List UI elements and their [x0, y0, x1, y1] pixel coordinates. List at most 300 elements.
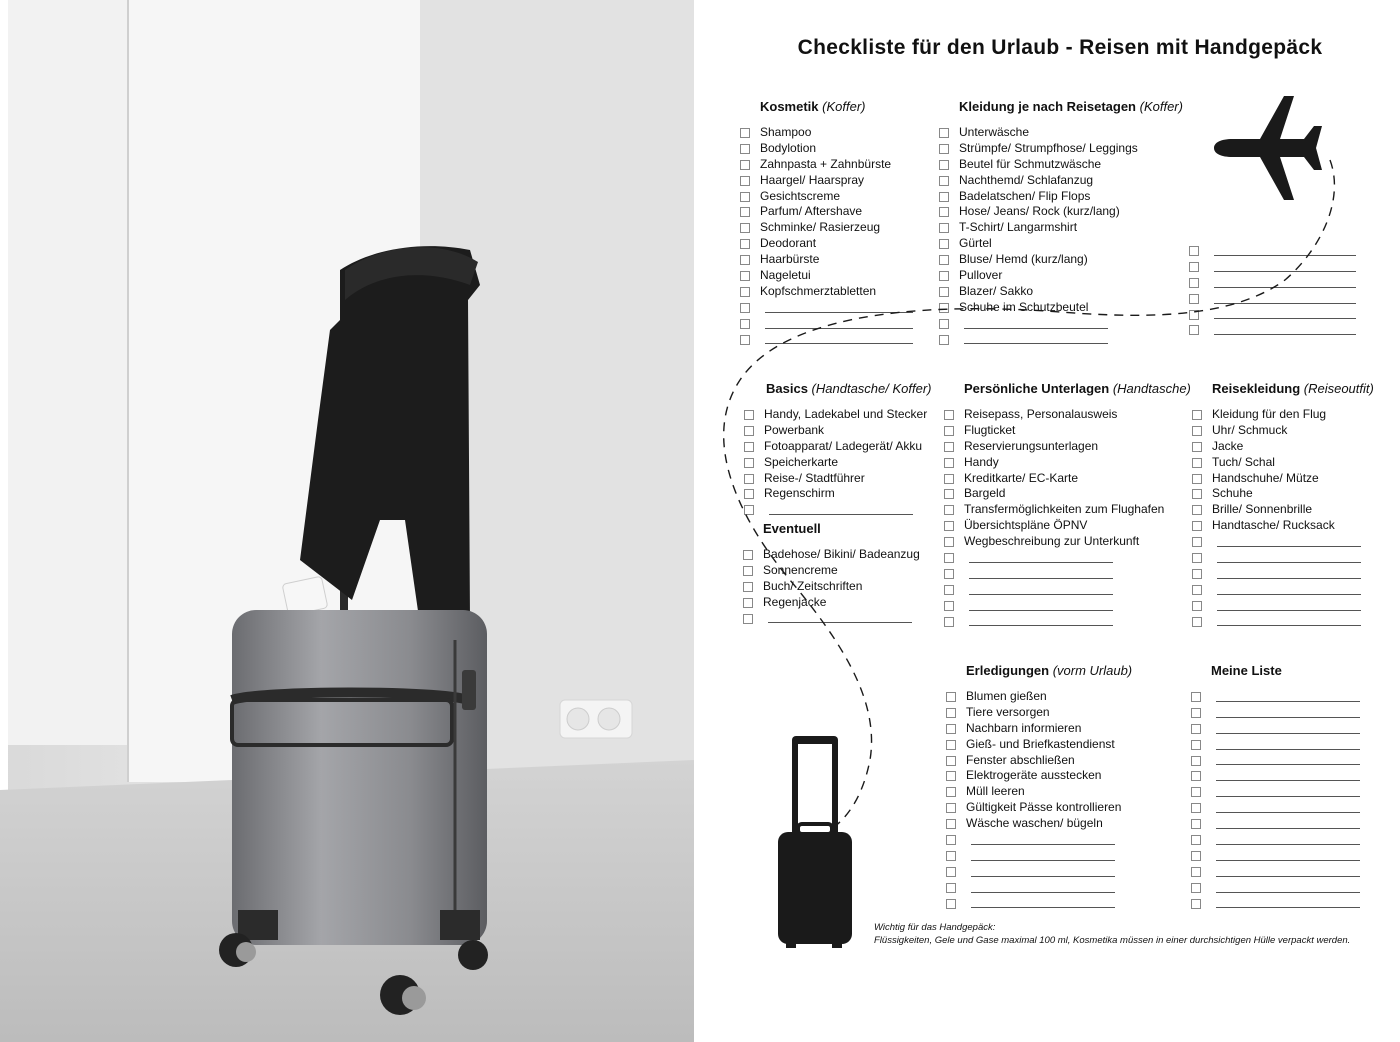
checklist-item[interactable]	[739, 141, 929, 157]
checkbox[interactable]	[944, 426, 954, 436]
blank-item[interactable]	[739, 316, 929, 332]
checkbox[interactable]	[743, 550, 753, 560]
checkbox[interactable]	[944, 617, 954, 627]
checkbox[interactable]	[740, 144, 750, 154]
write-in-line[interactable]	[765, 312, 913, 313]
write-in-line[interactable]	[1216, 812, 1360, 813]
checkbox[interactable]	[1191, 867, 1201, 877]
checkbox[interactable]	[744, 426, 754, 436]
section-heading: Erledigungen	[966, 663, 1050, 678]
checklist-item[interactable]	[938, 141, 1188, 157]
blank-item[interactable]	[1188, 259, 1368, 275]
section-unterlagen	[943, 381, 1191, 629]
checklist-item[interactable]	[1191, 455, 1391, 471]
blank-item[interactable]	[1188, 275, 1368, 291]
checkbox[interactable]	[1192, 601, 1202, 611]
blank-item[interactable]	[1190, 816, 1390, 832]
checklist-item-label: Nachbarn informieren	[966, 720, 1082, 735]
checkbox[interactable]	[939, 287, 949, 297]
checkbox[interactable]	[744, 442, 754, 452]
checkbox[interactable]	[1189, 294, 1199, 304]
checkbox[interactable]	[944, 601, 954, 611]
write-in-line[interactable]	[765, 343, 913, 344]
write-in-line[interactable]	[1217, 610, 1361, 611]
checklist-item[interactable]	[739, 189, 929, 205]
checkbox[interactable]	[1191, 708, 1201, 718]
checkbox[interactable]	[740, 192, 750, 202]
checklist-item[interactable]	[743, 407, 943, 423]
checklist-item[interactable]	[938, 189, 1188, 205]
blank-item[interactable]	[1190, 832, 1390, 848]
checklist-item[interactable]	[945, 705, 1165, 721]
blank-item[interactable]	[1188, 291, 1368, 307]
write-in-line[interactable]	[971, 860, 1115, 861]
checklist-item-label: Haargel/ Haarspray	[760, 172, 865, 187]
checklist-item-label: Brille/ Sonnenbrille	[1212, 502, 1313, 517]
checklist-item[interactable]	[938, 125, 1188, 141]
checkbox[interactable]	[946, 803, 956, 813]
section-heading-note: (Koffer)	[1139, 99, 1183, 114]
checklist-item[interactable]	[938, 157, 1188, 173]
write-in-line[interactable]	[971, 876, 1115, 877]
checkbox[interactable]	[1191, 787, 1201, 797]
checklist-item-label: Gesichtscreme	[760, 188, 841, 203]
blank-item[interactable]	[1190, 689, 1390, 705]
checklist-item[interactable]	[742, 595, 942, 611]
checklist-item[interactable]	[739, 220, 929, 236]
checkbox[interactable]	[1189, 310, 1199, 320]
checklist-item-label: Uhr/ Schmuck	[1212, 422, 1288, 437]
blank-item[interactable]	[1190, 784, 1390, 800]
blank-item[interactable]	[945, 864, 1165, 880]
checkbox[interactable]	[944, 553, 954, 563]
blank-item[interactable]	[1188, 307, 1368, 323]
checklist-item[interactable]	[742, 547, 942, 563]
write-in-line[interactable]	[969, 625, 1113, 626]
blank-item[interactable]	[739, 300, 929, 316]
blank-item[interactable]	[938, 316, 1188, 332]
blank-item[interactable]	[945, 832, 1165, 848]
checkbox[interactable]	[1192, 505, 1202, 515]
checkbox[interactable]	[740, 287, 750, 297]
checklist-item[interactable]	[945, 737, 1165, 753]
checkbox[interactable]	[939, 223, 949, 233]
blank-item[interactable]	[945, 848, 1165, 864]
checklist-item[interactable]	[739, 204, 929, 220]
checklist-item-label: Gürtel	[959, 236, 992, 251]
section-eventuell	[742, 521, 942, 626]
checkbox[interactable]	[740, 223, 750, 233]
write-in-line[interactable]	[1216, 780, 1360, 781]
blank-item[interactable]	[1190, 753, 1390, 769]
checkbox[interactable]	[944, 569, 954, 579]
checkbox[interactable]	[740, 303, 750, 313]
checklist-item[interactable]	[1191, 471, 1391, 487]
checklist-item-label: Unterwäsche	[959, 125, 1030, 139]
checkbox[interactable]	[1191, 756, 1201, 766]
checklist-item-label: Gieß- und Briefkastendienst	[966, 736, 1115, 751]
write-in-line[interactable]	[969, 562, 1113, 563]
checkbox[interactable]	[1189, 278, 1199, 288]
checklist-item[interactable]	[938, 173, 1188, 189]
write-in-line[interactable]	[1214, 255, 1356, 256]
section-heading: Kosmetik	[760, 99, 819, 114]
blank-item[interactable]	[1190, 848, 1390, 864]
blank-item[interactable]	[1191, 566, 1391, 582]
checkbox[interactable]	[1189, 246, 1199, 256]
checkbox[interactable]	[1192, 553, 1202, 563]
checkbox[interactable]	[1192, 474, 1202, 484]
blank-item[interactable]	[1188, 322, 1368, 338]
checklist-item-label: Reservierungsunterlagen	[964, 438, 1099, 453]
checklist-item[interactable]	[938, 252, 1188, 268]
checklist-item[interactable]	[739, 125, 929, 141]
write-in-line[interactable]	[1216, 860, 1360, 861]
checklist-item[interactable]	[943, 486, 1183, 502]
checkbox[interactable]	[939, 255, 949, 265]
blank-item[interactable]	[1190, 880, 1390, 896]
checklist-item[interactable]	[943, 423, 1183, 439]
checklist-item[interactable]	[943, 439, 1183, 455]
section-heading: Persönliche Unterlagen	[964, 381, 1110, 396]
checkbox[interactable]	[744, 458, 754, 468]
checkbox[interactable]	[946, 771, 956, 781]
checklist-item[interactable]	[938, 236, 1188, 252]
blank-item[interactable]	[1190, 768, 1390, 784]
checklist-item-label: Sonnencreme	[763, 562, 838, 577]
checkbox[interactable]	[1191, 835, 1201, 845]
checklist-item-label: Blumen gießen	[966, 689, 1047, 703]
write-in-line[interactable]	[1214, 334, 1356, 335]
checklist-item[interactable]	[743, 486, 943, 502]
checklist-item-label: Parfum/ Aftershave	[760, 204, 863, 219]
section-basics	[743, 381, 943, 518]
write-in-line[interactable]	[1216, 764, 1360, 765]
checkbox[interactable]	[944, 458, 954, 468]
write-in-line[interactable]	[971, 844, 1115, 845]
checklist-item[interactable]	[938, 268, 1188, 284]
checkbox[interactable]	[740, 176, 750, 186]
blank-item[interactable]	[943, 598, 1183, 614]
checklist-item[interactable]	[943, 407, 1183, 423]
checkbox[interactable]	[1192, 489, 1202, 499]
checklist-item[interactable]	[943, 502, 1183, 518]
write-in-line[interactable]	[1216, 907, 1360, 908]
checkbox[interactable]	[1191, 899, 1201, 909]
checkbox[interactable]	[946, 724, 956, 734]
section-heading-note: (Reiseoutfit)	[1303, 381, 1374, 396]
checkbox[interactable]	[740, 271, 750, 281]
checklist-item[interactable]	[1191, 407, 1391, 423]
checklist-item[interactable]	[743, 439, 943, 455]
section-reisekleidung	[1191, 381, 1391, 629]
checkbox[interactable]	[944, 410, 954, 420]
checkbox[interactable]	[946, 740, 956, 750]
checklist-item-label: Blazer/ Sakko	[959, 283, 1034, 298]
checkbox[interactable]	[1192, 617, 1202, 627]
checkbox[interactable]	[1192, 410, 1202, 420]
write-in-line[interactable]	[1216, 749, 1360, 750]
checkbox[interactable]	[1191, 740, 1201, 750]
checklist-item[interactable]	[1191, 518, 1391, 534]
checklist-item[interactable]	[943, 455, 1183, 471]
checkbox[interactable]	[1191, 851, 1201, 861]
checkbox[interactable]	[939, 160, 949, 170]
checkbox[interactable]	[740, 335, 750, 345]
checkbox[interactable]	[946, 899, 956, 909]
write-in-line[interactable]	[1216, 892, 1360, 893]
write-in-line[interactable]	[1214, 271, 1356, 272]
checklist-item-label: T-Schirt/ Langarmshirt	[959, 220, 1078, 235]
checkbox[interactable]	[1192, 521, 1202, 531]
checkbox[interactable]	[944, 537, 954, 547]
checkbox[interactable]	[744, 505, 754, 515]
checklist-item[interactable]	[739, 268, 929, 284]
write-in-line[interactable]	[1214, 287, 1356, 288]
checklist-item[interactable]	[739, 252, 929, 268]
blank-item[interactable]	[1190, 737, 1390, 753]
checklist-item-label: Nageletui	[760, 268, 811, 283]
checkbox[interactable]	[740, 207, 750, 217]
write-in-line[interactable]	[1216, 828, 1360, 829]
checkbox[interactable]	[939, 335, 949, 345]
checkbox[interactable]	[1191, 883, 1201, 893]
checklist-item-label: Zahnpasta + Zahnbürste	[760, 156, 892, 171]
checkbox[interactable]	[939, 144, 949, 154]
checklist-item-label: Fotoapparat/ Ladegerät/ Akku	[764, 438, 923, 453]
checkbox[interactable]	[744, 410, 754, 420]
checkbox[interactable]	[740, 128, 750, 138]
checklist-item-label: Wäsche waschen/ bügeln	[966, 816, 1103, 831]
checkbox[interactable]	[1191, 803, 1201, 813]
checklist-item-label: Regenjacke	[763, 594, 827, 609]
write-in-line[interactable]	[971, 892, 1115, 893]
checklist-item[interactable]	[945, 816, 1165, 832]
checklist-item[interactable]	[945, 800, 1165, 816]
checklist-item[interactable]	[1191, 486, 1391, 502]
checklist-item[interactable]	[945, 721, 1165, 737]
checklist-item-label: Badehose/ Bikini/ Badeanzug	[763, 547, 920, 561]
checklist-item-label: Flugticket	[964, 422, 1016, 437]
checkbox[interactable]	[1192, 569, 1202, 579]
write-in-line[interactable]	[1217, 546, 1361, 547]
checklist-item[interactable]	[743, 455, 943, 471]
checkbox[interactable]	[744, 489, 754, 499]
blank-item[interactable]	[1191, 598, 1391, 614]
write-in-line[interactable]	[969, 610, 1113, 611]
blank-item[interactable]	[943, 614, 1183, 630]
write-in-line[interactable]	[1217, 594, 1361, 595]
checkbox[interactable]	[1192, 585, 1202, 595]
blank-item[interactable]	[1188, 243, 1368, 259]
checklist-item[interactable]	[938, 220, 1188, 236]
checklist-item[interactable]	[743, 471, 943, 487]
write-in-line[interactable]	[1216, 796, 1360, 797]
write-in-line[interactable]	[969, 594, 1113, 595]
note-text: Flüssigkeiten, Gele und Gase maximal 100 ml, Kosmetika müssen in einer durchsichtigen Hülle verpackt werden.	[874, 935, 1351, 946]
blank-item[interactable]	[743, 502, 943, 518]
section-heading: Eventuell	[763, 521, 821, 536]
checklist-item-label: Gültigkeit Pässe kontrollieren	[966, 800, 1122, 815]
write-in-line[interactable]	[964, 343, 1108, 344]
write-in-line[interactable]	[969, 578, 1113, 579]
section-extra-blanks	[1188, 243, 1368, 338]
checkbox[interactable]	[939, 303, 949, 313]
write-in-line[interactable]	[1216, 701, 1360, 702]
checkbox[interactable]	[946, 708, 956, 718]
write-in-line[interactable]	[1216, 717, 1360, 718]
checkbox[interactable]	[1189, 325, 1199, 335]
checkbox[interactable]	[939, 128, 949, 138]
checklist-item-label: Müll leeren	[966, 784, 1025, 799]
checkbox[interactable]	[939, 192, 949, 202]
blank-item[interactable]	[1191, 550, 1391, 566]
blank-item[interactable]	[943, 550, 1183, 566]
write-in-line[interactable]	[971, 907, 1115, 908]
write-in-line[interactable]	[769, 514, 913, 515]
checklist-item-label: Beutel für Schmutzwäsche	[959, 156, 1102, 171]
blank-item[interactable]	[742, 611, 942, 627]
section-heading: Basics	[766, 381, 808, 396]
checklist-item-label: Übersichtspläne ÖPNV	[964, 518, 1088, 533]
checklist-item-label: Kopfschmerztabletten	[760, 283, 877, 298]
hand-luggage-note	[874, 921, 1350, 947]
checklist-item[interactable]	[945, 768, 1165, 784]
blank-item[interactable]	[1190, 800, 1390, 816]
checkbox[interactable]	[740, 239, 750, 249]
checkbox[interactable]	[946, 835, 956, 845]
checkbox[interactable]	[939, 207, 949, 217]
blank-item[interactable]	[1190, 721, 1390, 737]
checklist-item[interactable]	[739, 284, 929, 300]
checklist-item[interactable]	[943, 534, 1183, 550]
checklist-item[interactable]	[1191, 423, 1391, 439]
blank-item[interactable]	[1191, 582, 1391, 598]
checkbox[interactable]	[740, 319, 750, 329]
checklist-item-label: Badelatschen/ Flip Flops	[959, 188, 1091, 203]
checkbox[interactable]	[944, 474, 954, 484]
checkbox[interactable]	[740, 160, 750, 170]
write-in-line[interactable]	[1217, 625, 1361, 626]
checklist-item-label: Tiere versorgen	[966, 704, 1050, 719]
checklist-item-label: Tuch/ Schal	[1212, 454, 1275, 469]
checkbox[interactable]	[1192, 537, 1202, 547]
checklist-item[interactable]	[938, 300, 1188, 316]
checklist-item-label: Schuhe im Schutzbeutel	[959, 299, 1089, 314]
blank-item[interactable]	[943, 582, 1183, 598]
blank-item[interactable]	[1191, 614, 1391, 630]
blank-item[interactable]	[945, 880, 1165, 896]
checkbox[interactable]	[944, 521, 954, 531]
blank-item[interactable]	[1191, 534, 1391, 550]
checkbox[interactable]	[1191, 724, 1201, 734]
checkbox[interactable]	[743, 566, 753, 576]
checklist-item[interactable]	[739, 157, 929, 173]
checklist-item[interactable]	[943, 471, 1183, 487]
checkbox[interactable]	[1192, 426, 1202, 436]
checklist-item-label: Handtasche/ Rucksack	[1212, 518, 1335, 533]
checkbox[interactable]	[939, 176, 949, 186]
checkbox[interactable]	[1192, 442, 1202, 452]
section-kleidung	[938, 99, 1188, 347]
checklist-item-label: Strümpfe/ Strumpfhose/ Leggings	[959, 140, 1138, 155]
checkbox[interactable]	[944, 585, 954, 595]
section-kosmetik	[739, 99, 929, 347]
blank-item[interactable]	[1190, 864, 1390, 880]
write-in-line[interactable]	[1214, 303, 1356, 304]
checkbox[interactable]	[1191, 819, 1201, 829]
write-in-line[interactable]	[1214, 318, 1356, 319]
checklist-item[interactable]	[943, 518, 1183, 534]
checklist-item[interactable]	[945, 784, 1165, 800]
checkbox[interactable]	[944, 442, 954, 452]
write-in-line[interactable]	[765, 328, 913, 329]
write-in-line[interactable]	[1217, 562, 1361, 563]
checkbox[interactable]	[946, 851, 956, 861]
checklist-item[interactable]	[739, 236, 929, 252]
write-in-line[interactable]	[964, 328, 1108, 329]
checkbox[interactable]	[944, 505, 954, 515]
write-in-line[interactable]	[1216, 876, 1360, 877]
blank-item[interactable]	[943, 566, 1183, 582]
checkbox[interactable]	[939, 319, 949, 329]
blank-item[interactable]	[1190, 896, 1390, 912]
checklist-item[interactable]	[945, 753, 1165, 769]
blank-item[interactable]	[938, 332, 1188, 348]
section-meine-liste	[1190, 663, 1390, 911]
checkbox[interactable]	[744, 474, 754, 484]
blank-item[interactable]	[945, 896, 1165, 912]
suitcase-photo	[0, 0, 694, 1042]
checkbox[interactable]	[1192, 458, 1202, 468]
checklist-item[interactable]	[1191, 502, 1391, 518]
section-erledigungen	[945, 663, 1165, 911]
checklist-item[interactable]	[742, 579, 942, 595]
checklist-item[interactable]	[1191, 439, 1391, 455]
checklist-item[interactable]	[742, 563, 942, 579]
blank-item[interactable]	[1190, 705, 1390, 721]
checkbox[interactable]	[1191, 771, 1201, 781]
checkbox[interactable]	[740, 255, 750, 265]
checklist-item[interactable]	[739, 173, 929, 189]
checkbox[interactable]	[743, 598, 753, 608]
checkbox[interactable]	[1191, 692, 1201, 702]
write-in-line[interactable]	[1216, 844, 1360, 845]
checkbox[interactable]	[946, 883, 956, 893]
checkbox[interactable]	[944, 489, 954, 499]
checkbox[interactable]	[946, 787, 956, 797]
checkbox[interactable]	[1189, 262, 1199, 272]
checkbox[interactable]	[743, 614, 753, 624]
write-in-line[interactable]	[768, 622, 912, 623]
write-in-line[interactable]	[1216, 733, 1360, 734]
checkbox[interactable]	[946, 756, 956, 766]
checklist-item[interactable]	[945, 689, 1165, 705]
checkbox[interactable]	[939, 239, 949, 249]
blank-item[interactable]	[739, 332, 929, 348]
checkbox[interactable]	[946, 867, 956, 877]
checklist-item[interactable]	[743, 423, 943, 439]
checkbox[interactable]	[946, 819, 956, 829]
checklist-item[interactable]	[938, 204, 1188, 220]
checkbox[interactable]	[743, 582, 753, 592]
checkbox[interactable]	[939, 271, 949, 281]
checkbox[interactable]	[946, 692, 956, 702]
checklist-item-label: Speicherkarte	[764, 454, 839, 469]
checklist-item[interactable]	[938, 284, 1188, 300]
section-heading-note: (Koffer)	[822, 99, 866, 114]
write-in-line[interactable]	[1217, 578, 1361, 579]
